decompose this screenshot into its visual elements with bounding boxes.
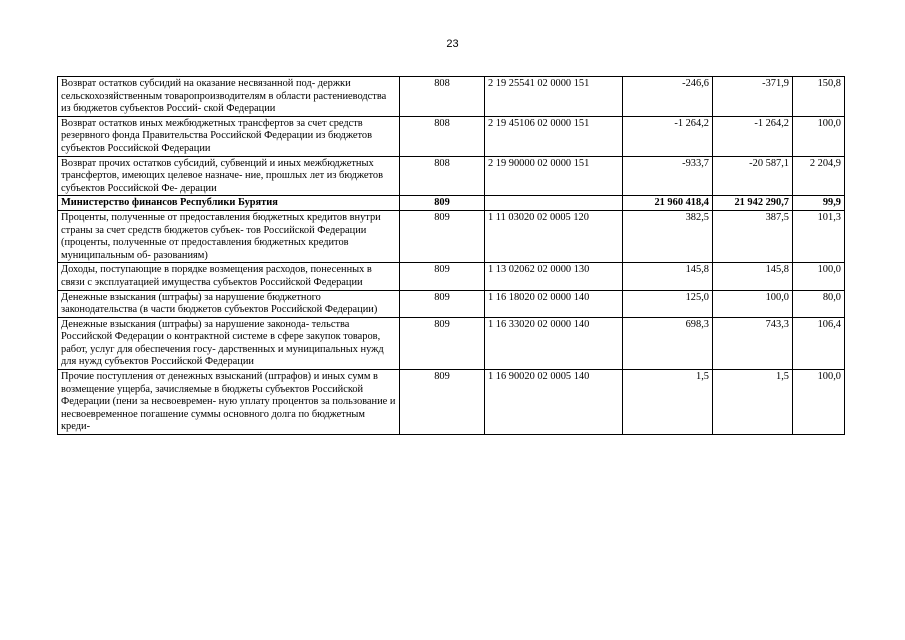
row-plan-cell: 698,3	[623, 317, 713, 369]
row-percent-cell: 101,3	[793, 210, 845, 262]
row-kbk-code-cell: 1 16 18020 02 0000 140	[485, 290, 623, 317]
row-kbk-code-cell: 1 16 90020 02 0005 140	[485, 370, 623, 435]
row-fact-cell: -20 587,1	[713, 156, 793, 196]
table-row	[58, 77, 845, 117]
row-plan-cell: 125,0	[623, 290, 713, 317]
row-admin-code-cell: 809	[400, 196, 485, 211]
row-kbk-code-cell	[485, 196, 623, 211]
table-row	[58, 196, 845, 211]
row-percent-cell: 2 204,9	[793, 156, 845, 196]
row-name-cell: Денежные взыскания (штрафы) за нарушение бюджетного законодательства (в части бюджетов субъектов Российской Федерации)	[58, 290, 400, 317]
row-fact-cell: 145,8	[713, 263, 793, 290]
row-percent-cell: 80,0	[793, 290, 845, 317]
row-admin-code-cell: 809	[400, 263, 485, 290]
row-name-cell: Доходы, поступающие в порядке возмещения расходов, понесенных в связи с эксплуатацией имущества субъектов Российской Федерации	[58, 263, 400, 290]
row-admin-code-cell: 809	[400, 210, 485, 262]
row-name-cell: Прочие поступления от денежных взысканий (штрафов) и иных сумм в возмещение ущерба, зачисляемые в бюджеты субъектов Российской Федерации (пени за несвоевремен- ную уплату процентов за пользование и несвоевременное погашение суммы основного долга по бюджетным креди-	[58, 370, 400, 435]
row-admin-code-cell: 808	[400, 77, 485, 117]
row-percent-cell: 99,9	[793, 196, 845, 211]
row-admin-code-cell: 809	[400, 290, 485, 317]
table-row	[58, 317, 845, 369]
row-name-cell: Денежные взыскания (штрафы) за нарушение законода- тельства Российской Федерации о контрактной системе в сфере закупок товаров, работ, услуг для обеспечения госу- дарственных и муниципальных нужд для нужд субъектов Российской Федерации	[58, 317, 400, 369]
row-plan-cell: -246,6	[623, 77, 713, 117]
row-fact-cell: -371,9	[713, 77, 793, 117]
row-plan-cell: 21 960 418,4	[623, 196, 713, 211]
row-percent-cell: 100,0	[793, 370, 845, 435]
table-row	[58, 263, 845, 290]
row-plan-cell: 1,5	[623, 370, 713, 435]
row-fact-cell: 100,0	[713, 290, 793, 317]
table-body	[58, 77, 845, 435]
row-plan-cell: 145,8	[623, 263, 713, 290]
row-percent-cell: 150,8	[793, 77, 845, 117]
row-admin-code-cell: 808	[400, 156, 485, 196]
budget-table	[57, 76, 845, 435]
row-admin-code-cell: 808	[400, 116, 485, 156]
row-name-cell: Возврат прочих остатков субсидий, субвенций и иных межбюджетных трансфертов, имеющих целевое назначе- ние, прошлых лет из бюджетов субъектов Российской Фе- дерации	[58, 156, 400, 196]
row-kbk-code-cell: 1 16 33020 02 0000 140	[485, 317, 623, 369]
row-kbk-code-cell: 2 19 90000 02 0000 151	[485, 156, 623, 196]
table-row	[58, 156, 845, 196]
row-kbk-code-cell: 2 19 45106 02 0000 151	[485, 116, 623, 156]
row-percent-cell: 106,4	[793, 317, 845, 369]
table-row	[58, 116, 845, 156]
row-plan-cell: -1 264,2	[623, 116, 713, 156]
row-fact-cell: 387,5	[713, 210, 793, 262]
table-row	[58, 210, 845, 262]
row-name-cell: Возврат остатков иных межбюджетных трансфертов за счет средств резервного фонда Правительства Российской Федерации из бюджетов субъектов Российской Федерации	[58, 116, 400, 156]
table-row	[58, 290, 845, 317]
table-row	[58, 370, 845, 435]
row-name-cell: Министерство финансов Республики Бурятия	[58, 196, 400, 211]
row-fact-cell: 743,3	[713, 317, 793, 369]
row-percent-cell: 100,0	[793, 263, 845, 290]
row-plan-cell: -933,7	[623, 156, 713, 196]
row-fact-cell: -1 264,2	[713, 116, 793, 156]
row-fact-cell: 21 942 290,7	[713, 196, 793, 211]
row-kbk-code-cell: 1 11 03020 02 0005 120	[485, 210, 623, 262]
row-fact-cell: 1,5	[713, 370, 793, 435]
row-name-cell: Проценты, полученные от предоставления бюджетных кредитов внутри страны за счет средств бюджетов субъек- тов Российской Федерации (проценты, полученные от предоставления бюджетных кредитов муниципальным об- разованиям)	[58, 210, 400, 262]
row-name-cell: Возврат остатков субсидий на оказание несвязанной под- держки сельскохозяйственным товаропроизводителям в области растениеводства из бюджетов субъектов Россий- ской Федерации	[58, 77, 400, 117]
row-kbk-code-cell: 1 13 02062 02 0000 130	[485, 263, 623, 290]
row-admin-code-cell: 809	[400, 370, 485, 435]
row-plan-cell: 382,5	[623, 210, 713, 262]
page-number: 23	[446, 38, 459, 50]
row-percent-cell: 100,0	[793, 116, 845, 156]
row-kbk-code-cell: 2 19 25541 02 0000 151	[485, 77, 623, 117]
row-admin-code-cell: 809	[400, 317, 485, 369]
